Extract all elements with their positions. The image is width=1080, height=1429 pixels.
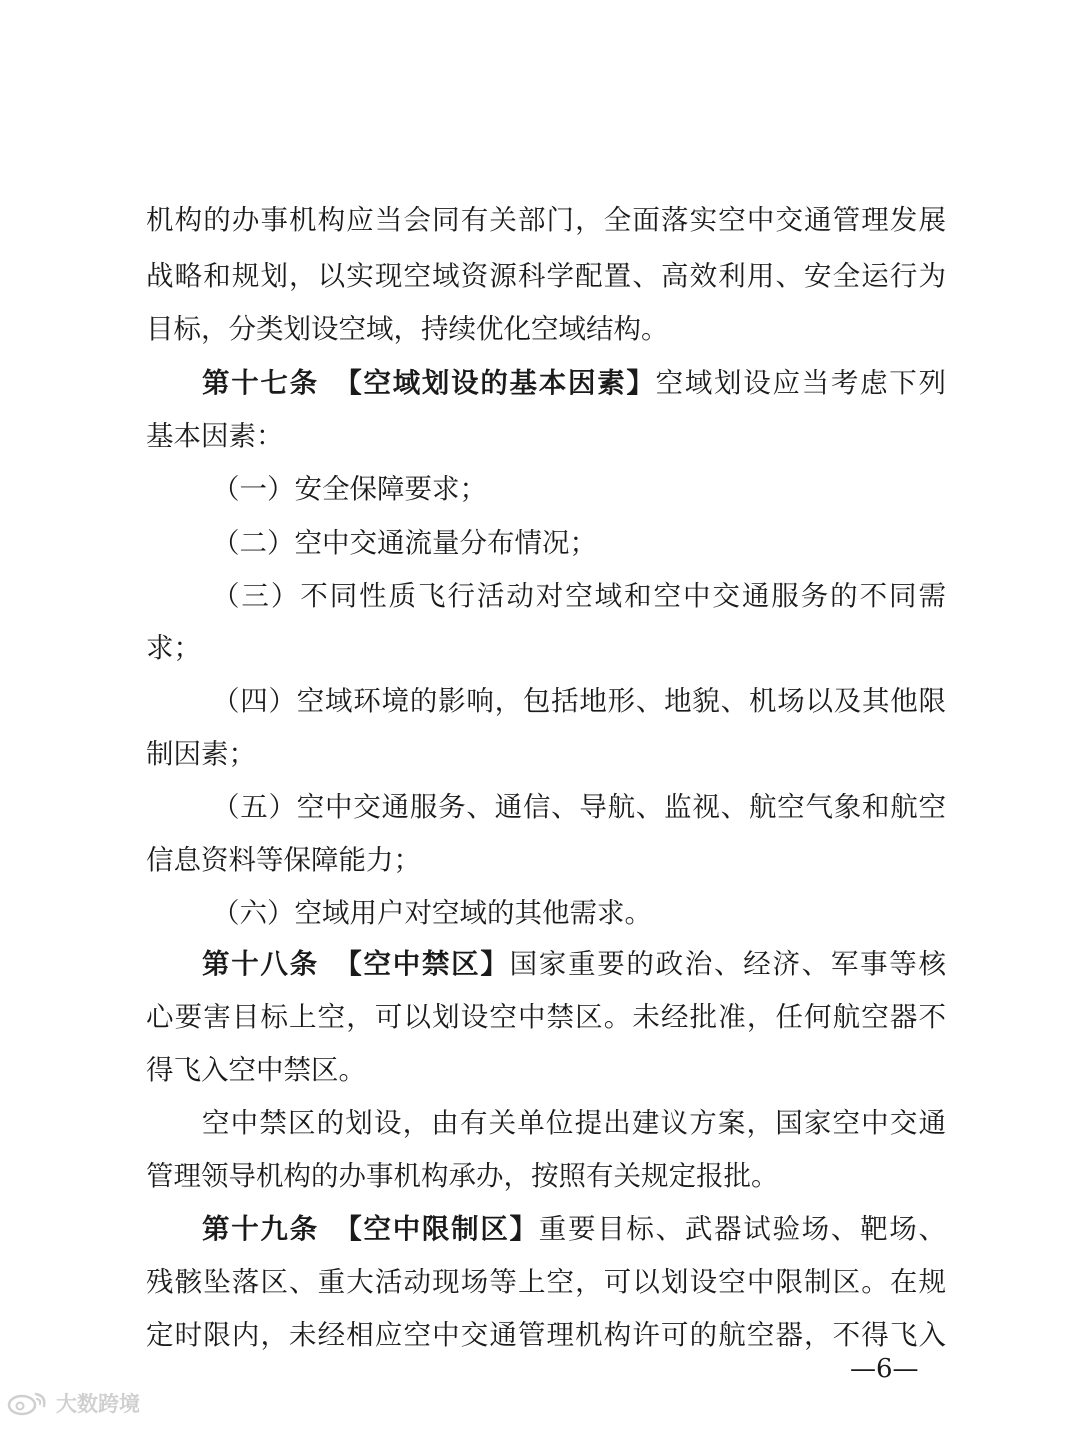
article-17-heading: 第十七条 【空域划设的基本因素】 [202, 367, 656, 399]
list-item-continuation: 制因素； [146, 738, 256, 770]
article-19-heading: 第十九条 【空中限制区】 [202, 1213, 539, 1245]
watermark [4, 1388, 140, 1418]
article-18-text: 国家重要的政治、经济、军事等核 [509, 948, 946, 980]
body-line: 目标，分类划设空域，持续优化空域结构。 [146, 313, 669, 345]
body-line: 残骸坠落区、重大活动现场等上空，可以划设空中限制区。在规 [146, 1266, 946, 1298]
watermark-text: 大数跨境 [56, 1392, 140, 1416]
page-number: —6— [850, 1354, 919, 1384]
article-18-heading: 第十八条 【空中禁区】 [202, 948, 510, 980]
article-19 [202, 1209, 946, 1249]
weibo-logo-icon [4, 1390, 52, 1416]
body-line: 空中禁区的划设，由有关单位提出建议方案，国家空中交通 [202, 1107, 946, 1139]
article-17 [202, 363, 946, 403]
list-item: （二）空中交通流量分布情况； [212, 527, 597, 559]
body-line: 心要害目标上空，可以划设空中禁区。未经批准，任何航空器不 [146, 1001, 946, 1033]
body-line: 定时限内，未经相应空中交通管理机构许可的航空器，不得飞入 [146, 1319, 946, 1351]
list-item-continuation: 求； [146, 632, 201, 664]
article-19-text: 重要目标、武器试验场、靶场、 [538, 1213, 946, 1245]
body-line: 基本因素： [146, 420, 284, 452]
article-18 [202, 944, 946, 984]
list-item: （三）不同性质飞行活动对空域和空中交通服务的不同需 [212, 580, 946, 612]
article-17-text: 空域划设应当考虑下列 [655, 367, 946, 399]
list-item-continuation: 信息资料等保障能力； [146, 844, 421, 876]
body-line: 管理领导机构的办事机构承办，按照有关规定报批。 [146, 1160, 779, 1192]
body-line: 机构的办事机构应当会同有关部门，全面落实空中交通管理发展 [146, 204, 946, 236]
body-line: 得飞入空中禁区。 [146, 1054, 366, 1086]
list-item: （五）空中交通服务、通信、导航、监视、航空气象和航空 [212, 791, 946, 823]
list-item: （六）空域用户对空域的其他需求。 [212, 897, 652, 929]
list-item: （四）空域环境的影响，包括地形、地貌、机场以及其他限 [212, 685, 946, 717]
list-item: （一）安全保障要求； [212, 473, 487, 505]
body-line: 战略和规划，以实现空域资源科学配置、高效利用、安全运行为 [146, 260, 946, 292]
